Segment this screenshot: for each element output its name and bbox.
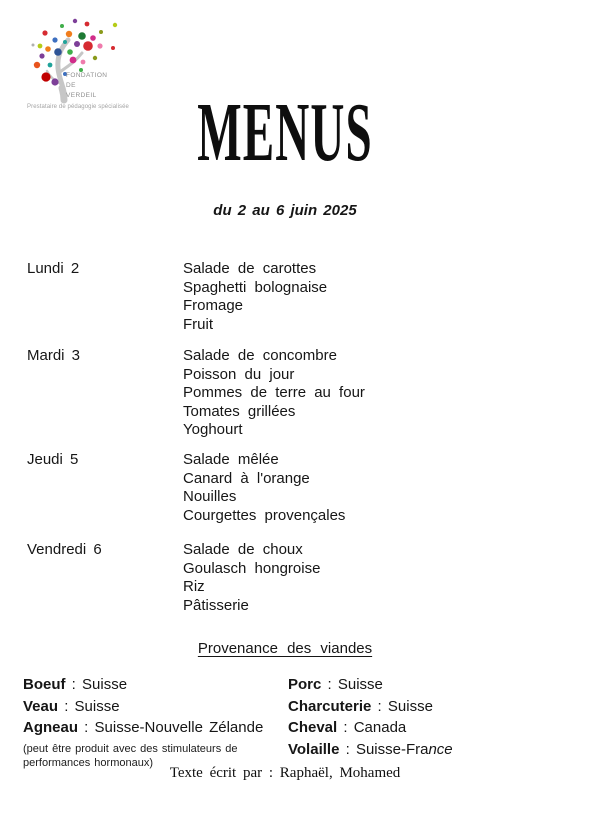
provenance-label: Veau	[23, 697, 59, 715]
day-label: Lundi 2	[27, 260, 80, 277]
logo-name-line3: VERDEIL	[66, 92, 97, 99]
menu-item: Fromage	[183, 297, 244, 314]
day-items	[183, 451, 345, 525]
provenance-value-italic: nce	[428, 740, 453, 758]
day-items	[183, 347, 365, 440]
day-label: Jeudi 5	[27, 451, 79, 468]
day-items	[183, 260, 327, 334]
menu-item: Salade de concombre	[183, 347, 337, 364]
provenance-value: Suisse	[82, 676, 128, 693]
menu-item: Pommes de terre au four	[183, 384, 365, 401]
menu-item: Canard à l'orange	[183, 469, 310, 487]
menu-item: Goulasch hongroise	[183, 559, 321, 577]
provenance-heading: Provenance des viandes	[197, 640, 373, 657]
separator: :	[339, 740, 356, 758]
separator: :	[78, 719, 95, 736]
provenance-note-line: performances hormonaux)	[23, 756, 154, 769]
separator: :	[321, 676, 338, 693]
provenance-label: Volaille	[288, 740, 340, 758]
page-title: MENUS	[197, 86, 373, 179]
provenance-left-column	[23, 674, 283, 770]
day-items	[183, 541, 320, 615]
menu-item: Salade de choux	[183, 541, 303, 558]
logo-org-name	[66, 71, 107, 101]
provenance-entry-agneau	[23, 717, 283, 739]
menu-item: Pâtisserie	[183, 596, 249, 614]
provenance-label: Boeuf	[23, 676, 66, 693]
provenance-label: Charcuterie	[288, 697, 372, 715]
menu-item: Riz	[183, 578, 205, 595]
menu-item: Yoghourt	[183, 421, 243, 438]
provenance-entry-porc	[288, 674, 568, 696]
provenance-value: Suisse-Fra	[355, 740, 429, 758]
separator: :	[58, 697, 75, 715]
separator: :	[65, 676, 83, 693]
menu-item: Spaghetti bolognaise	[183, 278, 328, 296]
provenance-entry-cheval	[288, 717, 568, 739]
provenance-label: Agneau	[23, 719, 79, 736]
menu-item: Courgettes provençales	[183, 506, 346, 524]
separator: :	[337, 719, 354, 736]
separator: :	[371, 697, 388, 715]
provenance-value: Suisse-Nouvelle Zélande	[94, 719, 264, 736]
provenance-value: Suisse	[387, 697, 433, 715]
footer-credit: Texte écrit par : Raphaël, Mohamed	[169, 765, 401, 781]
provenance-right-column	[288, 674, 568, 760]
provenance-label: Porc	[288, 676, 322, 693]
provenance-value: Suisse	[74, 697, 120, 715]
menu-item: Salade mêlée	[183, 451, 279, 468]
menu-item: Tomates grillées	[183, 402, 296, 420]
provenance-label: Cheval	[288, 719, 338, 736]
day-label: Vendredi 6	[27, 541, 102, 558]
provenance-value: Canada	[353, 719, 407, 736]
menu-item: Fruit	[183, 315, 213, 333]
logo-name-line1: FONDATION	[66, 72, 108, 79]
provenance-entry-charcuterie	[288, 696, 568, 718]
logo-name-line2: DE	[66, 82, 76, 89]
date-range: du 2 au 6 juin 2025	[213, 202, 357, 219]
provenance-entry-boeuf	[23, 674, 283, 696]
provenance-entry-veau	[23, 696, 283, 718]
menu-item: Nouilles	[183, 488, 237, 505]
provenance-entry-volaille	[288, 739, 568, 761]
provenance-value: Suisse	[337, 676, 383, 693]
provenance-note-line: (peut être produit avec des stimulateurs de	[23, 742, 238, 755]
logo-tagline: Prestataire de pédagogie spécialisée	[27, 104, 129, 110]
menu-item: Salade de carottes	[183, 260, 317, 277]
menu-item: Poisson du jour	[183, 365, 295, 383]
day-label: Mardi 3	[27, 347, 81, 364]
